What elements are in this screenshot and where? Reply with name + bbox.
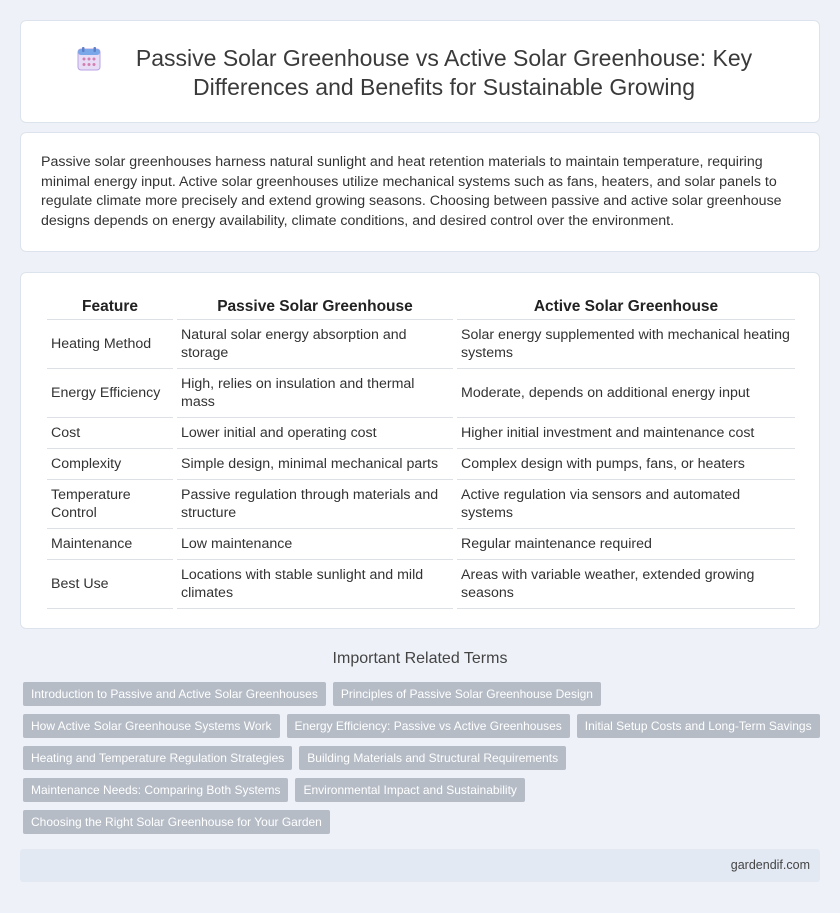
passive-cell: Low maintenance — [177, 529, 453, 560]
table-row — [47, 320, 795, 369]
related-tag[interactable]: Choosing the Right Solar Greenhouse for Your Garden — [23, 810, 330, 834]
related-tag[interactable]: How Active Solar Greenhouse Systems Work — [23, 714, 280, 738]
active-cell: Complex design with pumps, fans, or heaters — [457, 449, 795, 480]
related-terms-tags — [23, 682, 823, 842]
related-tag[interactable]: Maintenance Needs: Comparing Both Systems — [23, 778, 288, 802]
active-cell: Solar energy supplemented with mechanical heating systems — [457, 320, 795, 369]
page-title: Passive Solar Greenhouse vs Active Solar Greenhouse: Key Differences and Benefits for Sustainable Growing — [135, 45, 753, 100]
feature-cell: Energy Efficiency — [47, 369, 173, 418]
related-tag[interactable]: Initial Setup Costs and Long-Term Savings — [577, 714, 820, 738]
related-tag[interactable]: Building Materials and Structural Requirements — [299, 746, 566, 770]
active-cell: Moderate, depends on additional energy input — [457, 369, 795, 418]
related-tag[interactable]: Principles of Passive Solar Greenhouse Design — [333, 682, 601, 706]
comparison-card — [20, 272, 820, 629]
header-feature: Feature — [47, 293, 173, 320]
related-tag[interactable]: Heating and Temperature Regulation Strategies — [23, 746, 292, 770]
active-cell: Areas with variable weather, extended growing seasons — [457, 560, 795, 609]
feature-cell: Cost — [47, 418, 173, 449]
passive-cell: High, relies on insulation and thermal mass — [177, 369, 453, 418]
feature-cell: Best Use — [47, 560, 173, 609]
table-row — [47, 369, 795, 418]
table-row — [47, 480, 795, 529]
table-row — [47, 560, 795, 609]
active-cell: Active regulation via sensors and automated systems — [457, 480, 795, 529]
table-row — [47, 529, 795, 560]
passive-cell: Natural solar energy absorption and storage — [177, 320, 453, 369]
comparison-table — [43, 293, 799, 609]
intro-card — [20, 132, 820, 252]
feature-cell: Temperature Control — [47, 480, 173, 529]
feature-cell: Maintenance — [47, 529, 173, 560]
header-active: Active Solar Greenhouse — [457, 293, 795, 320]
passive-cell: Passive regulation through materials and structure — [177, 480, 453, 529]
table-row — [47, 418, 795, 449]
title-card — [20, 20, 820, 123]
footer-site-link[interactable]: gardendif.com — [730, 858, 810, 872]
calendar-icon — [76, 46, 102, 72]
passive-cell: Locations with stable sunlight and mild climates — [177, 560, 453, 609]
header-passive: Passive Solar Greenhouse — [177, 293, 453, 320]
active-cell: Regular maintenance required — [457, 529, 795, 560]
related-terms-title: Important Related Terms — [332, 650, 508, 667]
feature-cell: Complexity — [47, 449, 173, 480]
passive-cell: Lower initial and operating cost — [177, 418, 453, 449]
related-tag[interactable]: Environmental Impact and Sustainability — [295, 778, 524, 802]
feature-cell: Heating Method — [47, 320, 173, 369]
intro-paragraph: Passive solar greenhouses harness natural sunlight and heat retention materials to maintain temperature, requiring minimal energy input. Active solar greenhouses utilize mechanical systems such as fans, heaters, and solar panels to regulate climate more precisely and extend growing seasons. Choosing between passive and active solar greenhouse designs depends on energy availability, climate conditions, and desired control over the environment. — [41, 154, 782, 229]
table-row — [47, 449, 795, 480]
related-tag[interactable]: Introduction to Passive and Active Solar Greenhouses — [23, 682, 326, 706]
related-tag[interactable]: Energy Efficiency: Passive vs Active Greenhouses — [287, 714, 570, 738]
table-header-row — [47, 293, 795, 320]
footer-bar — [20, 849, 820, 882]
active-cell: Higher initial investment and maintenance cost — [457, 418, 795, 449]
passive-cell: Simple design, minimal mechanical parts — [177, 449, 453, 480]
